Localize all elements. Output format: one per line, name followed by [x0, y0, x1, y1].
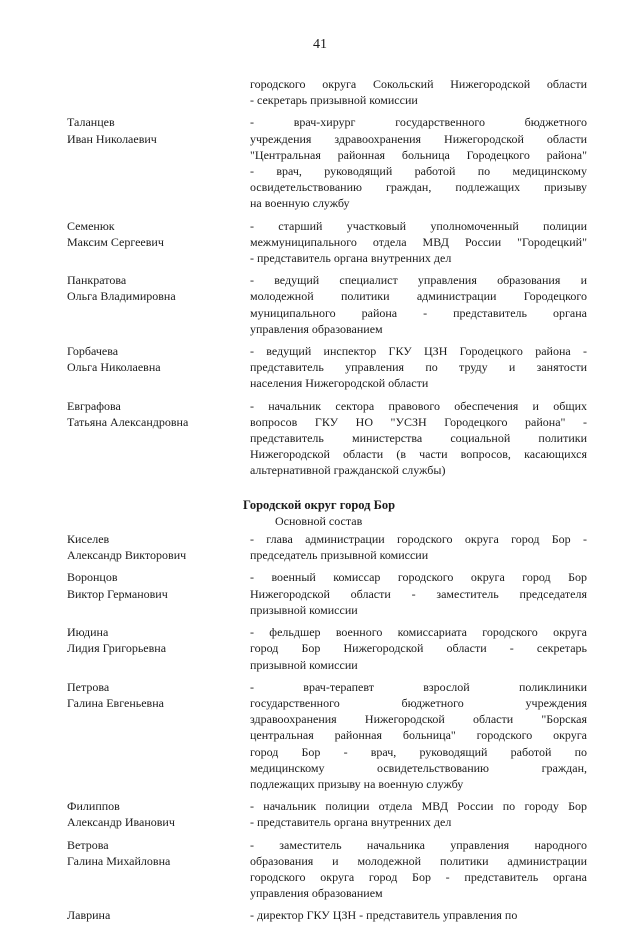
- member-entry: [67, 837, 587, 902]
- member-name-line: Ольга Владимировна: [67, 289, 176, 304]
- member-name-line: Евграфова: [67, 398, 121, 413]
- member-name-line: Панкратова: [67, 273, 127, 288]
- member-name-line: Александр Викторович: [67, 548, 187, 563]
- member-role-line: город Бор - врач, руководящий работой по: [250, 744, 587, 759]
- commission-block-gorodets: [67, 76, 587, 479]
- section-title: Городской округ город Бор: [243, 497, 396, 512]
- member-role-line: вопросов ГКУ НО "УСЗН Городецкого района" -: [250, 414, 587, 429]
- member-entry: [67, 76, 587, 108]
- member-name: [67, 398, 250, 479]
- member-name-line: Июдина: [67, 625, 109, 640]
- member-role-line: призывной комиссии: [250, 602, 358, 617]
- member-name-line: Александр Иванович: [67, 815, 175, 830]
- member-role: [250, 569, 587, 618]
- member-role-line: на военную службу: [250, 196, 350, 211]
- member-name: [67, 531, 250, 563]
- member-role-line: образования и молодежной политики администрации: [250, 853, 587, 868]
- member-role-line: представитель управления по труду и занятости: [250, 360, 587, 375]
- member-role-line: здравоохранения Нижегородской области "Борская: [250, 712, 587, 727]
- member-name-line: Ветрова: [67, 837, 109, 852]
- member-role-line: управления образованием: [250, 886, 383, 901]
- member-entry: [67, 398, 587, 479]
- member-role-line: председатель призывной комиссии: [250, 548, 429, 563]
- member-name: [67, 343, 250, 392]
- member-role-line: - ведущий специалист управления образования и: [250, 273, 587, 288]
- member-name: [67, 218, 250, 267]
- member-role-line: городского округа город Бор - представитель органа: [250, 869, 587, 884]
- member-role-line: - представитель органа внутренних дел: [250, 251, 452, 266]
- member-entry: [67, 218, 587, 267]
- member-role: [250, 798, 587, 830]
- member-role: [250, 218, 587, 267]
- commission-block-bor: [67, 531, 587, 923]
- member-role-line: городского округа Сокольский Нижегородской области: [250, 77, 587, 91]
- member-name-line: Галина Евгеньевна: [67, 695, 164, 710]
- member-role-line: - начальник сектора правового обеспечения и общих: [250, 398, 587, 413]
- member-role-line: - представитель органа внутренних дел: [250, 815, 452, 830]
- member-name-line: Лидия Григорьевна: [67, 641, 167, 656]
- page-number: 41: [313, 37, 327, 52]
- member-role-line: центральная районная больница" городского округа: [250, 728, 587, 743]
- member-entry: [67, 907, 587, 923]
- member-role-line: - фельдшер военного комиссариата городского округа: [250, 625, 587, 640]
- member-name: [67, 837, 250, 902]
- member-role-line: муниципального района - представитель органа: [250, 305, 587, 320]
- member-role: [250, 679, 587, 792]
- member-name-line: Семенюк: [67, 218, 115, 233]
- member-role-line: - глава администрации городского округа город Бор -: [250, 532, 587, 547]
- member-role: [250, 343, 587, 392]
- member-role-line: управления образованием: [250, 321, 383, 336]
- member-role: [250, 837, 587, 902]
- member-name-line: Горбачева: [67, 344, 119, 359]
- member-entry: [67, 798, 587, 830]
- member-role-line: представитель министерства социальной политики: [250, 431, 587, 446]
- member-name: [67, 114, 250, 211]
- member-role-line: государственного бюджетного учреждения: [250, 695, 587, 710]
- member-role-line: - врач-хирург государственного бюджетного: [250, 115, 587, 130]
- member-name: [67, 679, 250, 792]
- member-role-line: Нижегородской области - заместитель председателя: [250, 586, 587, 601]
- member-entry: [67, 569, 587, 618]
- member-role-line: Нижегородской области (в части вопросов, касающихся: [250, 447, 587, 462]
- member-role-line: - ведущий инспектор ГКУ ЦЗН Городецкого района -: [250, 344, 587, 359]
- member-entry: [67, 343, 587, 392]
- member-role-line: подлежащих призыву на военную службу: [250, 776, 464, 791]
- member-role-line: альтернативной гражданской службы): [250, 463, 446, 478]
- member-role-line: - военный комиссар городского округа город Бор: [250, 570, 587, 585]
- member-role-line: медицинскому освидетельствованию граждан,: [250, 760, 587, 775]
- member-name-line: Максим Сергеевич: [67, 234, 164, 249]
- member-role: [250, 398, 587, 479]
- member-role-line: город Бор Нижегородской области - секретарь: [250, 641, 587, 656]
- member-role: [250, 272, 587, 337]
- member-name: [67, 624, 250, 673]
- member-role-line: "Центральная районная больница Городецкого района": [250, 147, 587, 162]
- member-role-line: молодежной политики администрации Городецкого: [250, 289, 587, 304]
- member-role: [250, 76, 587, 108]
- member-name: [67, 798, 250, 830]
- member-role-line: - старший участковый уполномоченный полиции: [250, 218, 587, 233]
- member-role-line: призывной комиссии: [250, 657, 358, 672]
- member-role-line: межмуниципального отдела МВД России "Городецкий": [250, 234, 587, 249]
- member-name-line: Киселев: [67, 532, 110, 547]
- member-name-line: Таланцев: [67, 115, 115, 130]
- member-role: [250, 907, 587, 923]
- member-name: [67, 569, 250, 618]
- member-role-line: - секретарь призывной комиссии: [250, 93, 418, 108]
- member-name-line: Иван Николаевич: [67, 131, 157, 146]
- subsection-title: Основной состав: [275, 513, 363, 528]
- member-role: [250, 114, 587, 211]
- member-role: [250, 531, 587, 563]
- member-name-line: Ольга Николаевна: [67, 360, 161, 375]
- member-role-line: освидетельствованию граждан, подлежащих призыву: [250, 180, 587, 195]
- member-role-line: - врач, руководящий работой по медицинскому: [250, 164, 587, 179]
- member-name-line: Татьяна Александровна: [67, 414, 189, 429]
- member-name-line: Виктор Германович: [67, 586, 168, 601]
- member-name-line: Воронцов: [67, 570, 118, 585]
- member-role-line: учреждения здравоохранения Нижегородской области: [250, 131, 587, 146]
- member-name: [67, 272, 250, 337]
- member-name-line: Петрова: [67, 679, 110, 694]
- member-name-line: Филиппов: [67, 799, 120, 814]
- member-role-line: населения Нижегородской области: [250, 376, 429, 391]
- member-role-line: - заместитель начальника управления народного: [250, 837, 587, 852]
- member-entry: [67, 679, 587, 792]
- member-role: [250, 624, 587, 673]
- member-role-line: - директор ГКУ ЦЗН - представитель управления по: [250, 908, 518, 923]
- member-entry: [67, 114, 587, 211]
- member-entry: [67, 272, 587, 337]
- member-role-line: - начальник полиции отдела МВД России по городу Бор: [250, 799, 587, 814]
- member-entry: [67, 531, 587, 563]
- document-body: [67, 76, 587, 930]
- member-role-line: - врач-терапевт взрослой поликлиники: [250, 679, 587, 694]
- member-entry: [67, 624, 587, 673]
- member-name-line: Лаврина: [67, 908, 111, 923]
- member-name: [67, 907, 250, 923]
- member-name-line: Галина Михайловна: [67, 853, 171, 868]
- member-name: [67, 76, 250, 108]
